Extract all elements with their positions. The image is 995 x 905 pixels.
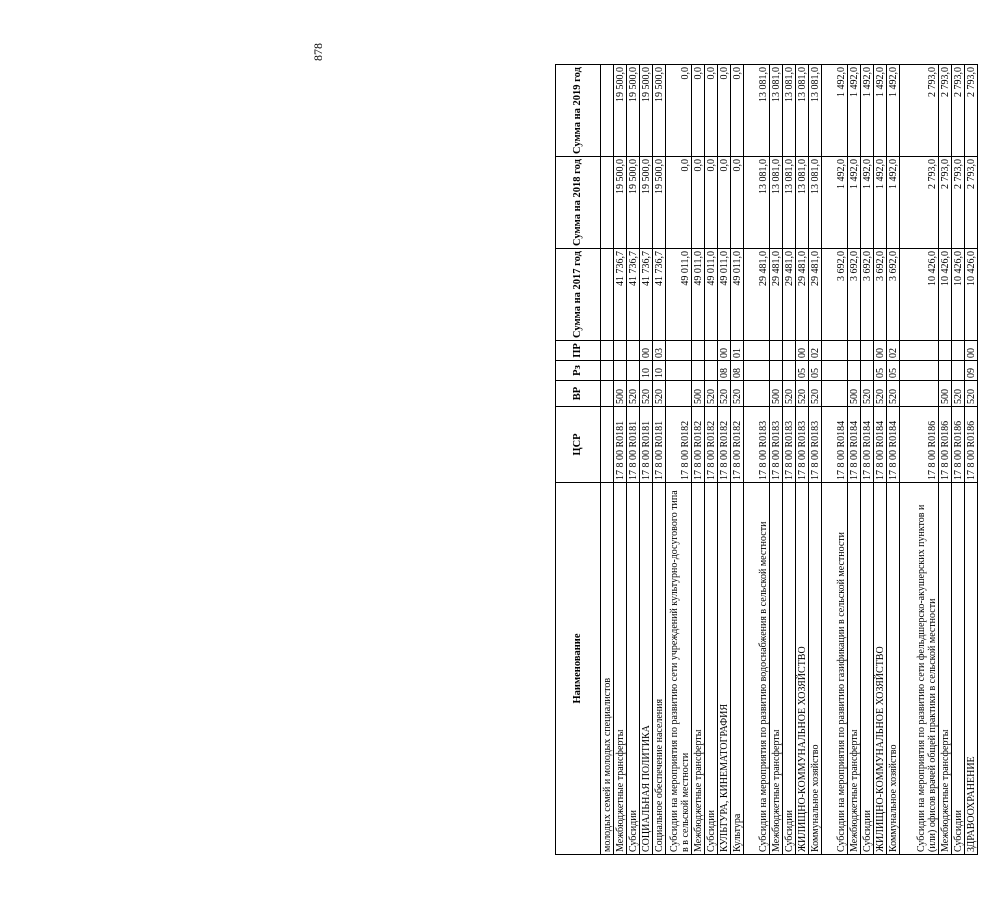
cell-pr xyxy=(705,341,718,361)
cell-pr: 02 xyxy=(809,341,822,361)
cell-vr: 500 xyxy=(848,381,861,407)
cell-csr: 17 8 00 R0183 xyxy=(783,407,796,483)
cell-sum-2017: 29 481,0 xyxy=(809,249,822,341)
cell-rz xyxy=(705,361,718,381)
cell-rz xyxy=(744,361,770,381)
cell-sum-2019: 0,0 xyxy=(731,65,744,157)
table-row xyxy=(796,65,809,855)
cell-sum-2019: 2 793,0 xyxy=(900,65,939,157)
cell-sum-2017: 3 692,0 xyxy=(874,249,887,341)
cell-vr xyxy=(900,381,939,407)
cell-sum-2017: 29 481,0 xyxy=(796,249,809,341)
cell-csr: 17 8 00 R0186 xyxy=(965,407,978,483)
cell-vr: 520 xyxy=(952,381,965,407)
cell-sum-2018: 13 081,0 xyxy=(796,157,809,249)
cell-rz xyxy=(861,361,874,381)
cell-vr: 520 xyxy=(861,381,874,407)
table-row xyxy=(718,65,731,855)
cell-sum-2019: 2 793,0 xyxy=(939,65,952,157)
cell-csr: 17 8 00 R0183 xyxy=(796,407,809,483)
cell-sum-2018: 1 492,0 xyxy=(874,157,887,249)
header-vr: ВР xyxy=(556,381,601,407)
cell-sum-2019: 1 492,0 xyxy=(861,65,874,157)
cell-rz: 05 xyxy=(796,361,809,381)
cell-name: Межбюджетные трансферты xyxy=(692,483,705,855)
cell-sum-2017: 29 481,0 xyxy=(744,249,770,341)
cell-csr: 17 8 00 R0186 xyxy=(952,407,965,483)
cell-pr xyxy=(861,341,874,361)
cell-sum-2017: 49 011,0 xyxy=(705,249,718,341)
cell-sum-2017: 41 736,7 xyxy=(653,249,666,341)
cell-name: Коммунальное хозяйство xyxy=(809,483,822,855)
cell-vr: 520 xyxy=(809,381,822,407)
cell-name: ЖИЛИЩНО-КОММУНАЛЬНОЕ ХОЗЯЙСТВО xyxy=(796,483,809,855)
table-row xyxy=(965,65,978,855)
cell-sum-2017: 29 481,0 xyxy=(770,249,783,341)
cell-pr xyxy=(627,341,640,361)
cell-rz: 10 xyxy=(653,361,666,381)
cell-sum-2019: 1 492,0 xyxy=(848,65,861,157)
cell-csr xyxy=(601,407,614,483)
cell-pr xyxy=(601,341,614,361)
cell-csr: 17 8 00 R0181 xyxy=(653,407,666,483)
cell-vr: 520 xyxy=(965,381,978,407)
cell-pr: 02 xyxy=(887,341,900,361)
cell-sum-2018: 19 500,0 xyxy=(614,157,627,249)
cell-csr: 17 8 00 R0183 xyxy=(809,407,822,483)
cell-vr: 500 xyxy=(939,381,952,407)
cell-sum-2017: 10 426,0 xyxy=(939,249,952,341)
cell-pr xyxy=(822,341,848,361)
cell-rz: 08 xyxy=(731,361,744,381)
cell-vr: 520 xyxy=(627,381,640,407)
cell-rz xyxy=(770,361,783,381)
cell-sum-2018: 13 081,0 xyxy=(770,157,783,249)
cell-sum-2019: 13 081,0 xyxy=(796,65,809,157)
cell-name: Межбюджетные трансферты xyxy=(614,483,627,855)
cell-csr: 17 8 00 R0181 xyxy=(627,407,640,483)
cell-sum-2017: 3 692,0 xyxy=(861,249,874,341)
cell-sum-2018: 13 081,0 xyxy=(809,157,822,249)
cell-csr: 17 8 00 R0184 xyxy=(887,407,900,483)
cell-csr: 17 8 00 R0186 xyxy=(900,407,939,483)
cell-sum-2017: 41 736,7 xyxy=(640,249,653,341)
cell-sum-2018: 2 793,0 xyxy=(939,157,952,249)
cell-rz xyxy=(939,361,952,381)
cell-rz: 09 xyxy=(965,361,978,381)
cell-name: ЖИЛИЩНО-КОММУНАЛЬНОЕ ХОЗЯЙСТВО xyxy=(874,483,887,855)
table-row xyxy=(601,65,614,855)
cell-csr: 17 8 00 R0184 xyxy=(822,407,848,483)
cell-sum-2019: 13 081,0 xyxy=(783,65,796,157)
cell-name: ЗДРАВООХРАНЕНИЕ xyxy=(965,483,978,855)
cell-vr: 520 xyxy=(874,381,887,407)
header-sum-2019: Сумма на 2019 год xyxy=(556,65,601,157)
cell-sum-2017: 3 692,0 xyxy=(848,249,861,341)
table-row xyxy=(692,65,705,855)
table-body xyxy=(601,65,978,855)
cell-pr xyxy=(666,341,692,361)
header-csr: ЦСР xyxy=(556,407,601,483)
cell-csr: 17 8 00 R0183 xyxy=(770,407,783,483)
cell-name: Субсидии на мероприятия по развитию газификации в сельской местности xyxy=(822,483,848,855)
cell-pr xyxy=(692,341,705,361)
cell-pr: 00 xyxy=(965,341,978,361)
table-row xyxy=(848,65,861,855)
cell-csr: 17 8 00 R0182 xyxy=(692,407,705,483)
cell-sum-2019: 13 081,0 xyxy=(809,65,822,157)
cell-csr: 17 8 00 R0182 xyxy=(705,407,718,483)
cell-pr: 00 xyxy=(640,341,653,361)
header-name: Наименование xyxy=(556,483,601,855)
cell-name: Межбюджетные трансферты xyxy=(848,483,861,855)
cell-sum-2017: 49 011,0 xyxy=(692,249,705,341)
cell-rz xyxy=(666,361,692,381)
cell-pr xyxy=(939,341,952,361)
cell-rz: 05 xyxy=(887,361,900,381)
cell-pr xyxy=(783,341,796,361)
cell-vr: 520 xyxy=(718,381,731,407)
cell-sum-2017: 10 426,0 xyxy=(900,249,939,341)
cell-name: СОЦИАЛЬНАЯ ПОЛИТИКА xyxy=(640,483,653,855)
cell-sum-2018: 1 492,0 xyxy=(822,157,848,249)
cell-name: Межбюджетные трансферты xyxy=(939,483,952,855)
table-row xyxy=(887,65,900,855)
cell-sum-2019: 19 500,0 xyxy=(653,65,666,157)
table-row xyxy=(861,65,874,855)
cell-pr xyxy=(952,341,965,361)
cell-sum-2017: 49 011,0 xyxy=(731,249,744,341)
cell-sum-2018: 1 492,0 xyxy=(848,157,861,249)
cell-csr: 17 8 00 R0186 xyxy=(939,407,952,483)
cell-sum-2017: 41 736,7 xyxy=(627,249,640,341)
cell-vr: 520 xyxy=(783,381,796,407)
cell-sum-2018: 19 500,0 xyxy=(627,157,640,249)
cell-pr: 00 xyxy=(796,341,809,361)
cell-sum-2018: 19 500,0 xyxy=(653,157,666,249)
cell-sum-2019: 13 081,0 xyxy=(770,65,783,157)
table-row xyxy=(627,65,640,855)
cell-rz xyxy=(614,361,627,381)
table-row xyxy=(952,65,965,855)
cell-sum-2019: 0,0 xyxy=(718,65,731,157)
cell-sum-2018: 19 500,0 xyxy=(640,157,653,249)
cell-name: Субсидии xyxy=(952,483,965,855)
header-rz: Рз xyxy=(556,361,601,381)
cell-vr: 520 xyxy=(731,381,744,407)
cell-name: Субсидии xyxy=(783,483,796,855)
cell-sum-2018: 0,0 xyxy=(705,157,718,249)
header-sum-2017: Сумма на 2017 год xyxy=(556,249,601,341)
cell-rz xyxy=(822,361,848,381)
cell-rz: 05 xyxy=(809,361,822,381)
cell-sum-2019: 19 500,0 xyxy=(627,65,640,157)
cell-sum-2018: 13 081,0 xyxy=(744,157,770,249)
cell-name: Коммунальное хозяйство xyxy=(887,483,900,855)
cell-pr xyxy=(770,341,783,361)
cell-vr: 520 xyxy=(705,381,718,407)
cell-name: КУЛЬТУРА, КИНЕМАТОГРАФИЯ xyxy=(718,483,731,855)
cell-sum-2018: 0,0 xyxy=(718,157,731,249)
cell-sum-2018: 13 081,0 xyxy=(783,157,796,249)
cell-vr: 520 xyxy=(796,381,809,407)
cell-pr xyxy=(900,341,939,361)
table-row xyxy=(640,65,653,855)
cell-sum-2018: 2 793,0 xyxy=(900,157,939,249)
budget-table xyxy=(555,64,978,855)
cell-sum-2018 xyxy=(601,157,614,249)
cell-vr xyxy=(666,381,692,407)
cell-csr: 17 8 00 R0182 xyxy=(666,407,692,483)
cell-rz xyxy=(627,361,640,381)
cell-rz: 10 xyxy=(640,361,653,381)
cell-rz xyxy=(601,361,614,381)
cell-rz: 05 xyxy=(874,361,887,381)
cell-sum-2017: 3 692,0 xyxy=(822,249,848,341)
cell-sum-2019: 0,0 xyxy=(692,65,705,157)
cell-sum-2017: 10 426,0 xyxy=(965,249,978,341)
cell-pr xyxy=(744,341,770,361)
page-number: 878 xyxy=(310,43,325,61)
cell-sum-2017: 49 011,0 xyxy=(666,249,692,341)
cell-vr xyxy=(744,381,770,407)
cell-sum-2018: 1 492,0 xyxy=(861,157,874,249)
table-row xyxy=(744,65,770,855)
cell-sum-2017 xyxy=(601,249,614,341)
cell-sum-2018: 2 793,0 xyxy=(965,157,978,249)
table-row xyxy=(939,65,952,855)
cell-vr: 520 xyxy=(653,381,666,407)
cell-name: Социальное обеспечение населения xyxy=(653,483,666,855)
table-row xyxy=(770,65,783,855)
cell-sum-2019: 2 793,0 xyxy=(965,65,978,157)
cell-sum-2019: 2 793,0 xyxy=(952,65,965,157)
cell-sum-2017: 29 481,0 xyxy=(783,249,796,341)
cell-sum-2018: 1 492,0 xyxy=(887,157,900,249)
cell-name: Межбюджетные трансферты xyxy=(770,483,783,855)
cell-sum-2019: 1 492,0 xyxy=(874,65,887,157)
cell-sum-2019: 13 081,0 xyxy=(744,65,770,157)
cell-name: Культура xyxy=(731,483,744,855)
cell-sum-2018: 2 793,0 xyxy=(952,157,965,249)
cell-rz xyxy=(900,361,939,381)
cell-sum-2019: 1 492,0 xyxy=(822,65,848,157)
cell-vr xyxy=(601,381,614,407)
cell-vr: 500 xyxy=(614,381,627,407)
cell-csr: 17 8 00 R0181 xyxy=(640,407,653,483)
table-row xyxy=(731,65,744,855)
cell-csr: 17 8 00 R0184 xyxy=(874,407,887,483)
cell-sum-2019: 19 500,0 xyxy=(640,65,653,157)
table-row xyxy=(900,65,939,855)
cell-sum-2019 xyxy=(601,65,614,157)
cell-sum-2017: 41 736,7 xyxy=(614,249,627,341)
header-row xyxy=(556,65,601,855)
cell-sum-2019: 0,0 xyxy=(666,65,692,157)
cell-csr: 17 8 00 R0182 xyxy=(718,407,731,483)
cell-csr: 17 8 00 R0184 xyxy=(861,407,874,483)
cell-pr: 01 xyxy=(731,341,744,361)
cell-name: Субсидии xyxy=(705,483,718,855)
budget-table-container xyxy=(555,65,995,855)
header-pr: ПР xyxy=(556,341,601,361)
table-row xyxy=(822,65,848,855)
cell-vr xyxy=(822,381,848,407)
cell-vr: 520 xyxy=(887,381,900,407)
cell-name: Субсидии xyxy=(627,483,640,855)
table-row xyxy=(783,65,796,855)
cell-name: Субсидии на мероприятия по развитию сети фельдшерско-акушерских пунктов и (или) офисов врачей общей практики в сельской местности xyxy=(900,483,939,855)
cell-pr: 03 xyxy=(653,341,666,361)
cell-pr xyxy=(614,341,627,361)
cell-pr: 00 xyxy=(718,341,731,361)
cell-csr: 17 8 00 R0183 xyxy=(744,407,770,483)
cell-sum-2017: 3 692,0 xyxy=(887,249,900,341)
cell-sum-2019: 0,0 xyxy=(705,65,718,157)
cell-sum-2018: 0,0 xyxy=(731,157,744,249)
cell-vr: 500 xyxy=(692,381,705,407)
table-row xyxy=(809,65,822,855)
cell-sum-2018: 0,0 xyxy=(666,157,692,249)
cell-vr: 500 xyxy=(770,381,783,407)
cell-rz: 08 xyxy=(718,361,731,381)
table-row xyxy=(614,65,627,855)
cell-csr: 17 8 00 R0182 xyxy=(731,407,744,483)
cell-csr: 17 8 00 R0181 xyxy=(614,407,627,483)
cell-rz xyxy=(692,361,705,381)
cell-rz xyxy=(783,361,796,381)
cell-rz xyxy=(848,361,861,381)
cell-name: Субсидии на мероприятия по развитию водоснабжения в сельской местности xyxy=(744,483,770,855)
cell-rz xyxy=(952,361,965,381)
cell-vr: 520 xyxy=(640,381,653,407)
cell-pr xyxy=(848,341,861,361)
cell-name: молодых семей и молодых специалистов xyxy=(601,483,614,855)
cell-sum-2017: 10 426,0 xyxy=(952,249,965,341)
table-row xyxy=(705,65,718,855)
cell-sum-2018: 0,0 xyxy=(692,157,705,249)
cell-sum-2019: 19 500,0 xyxy=(614,65,627,157)
table-row xyxy=(666,65,692,855)
cell-pr: 00 xyxy=(874,341,887,361)
cell-sum-2017: 49 011,0 xyxy=(718,249,731,341)
cell-sum-2019: 1 492,0 xyxy=(887,65,900,157)
cell-name: Субсидии xyxy=(861,483,874,855)
table-row xyxy=(874,65,887,855)
table-row xyxy=(653,65,666,855)
cell-name: Субсидии на мероприятия по развитию сети учреждений культурно-досугового типа в в сельской местности xyxy=(666,483,692,855)
cell-csr: 17 8 00 R0184 xyxy=(848,407,861,483)
header-sum-2018: Сумма на 2018 год xyxy=(556,157,601,249)
